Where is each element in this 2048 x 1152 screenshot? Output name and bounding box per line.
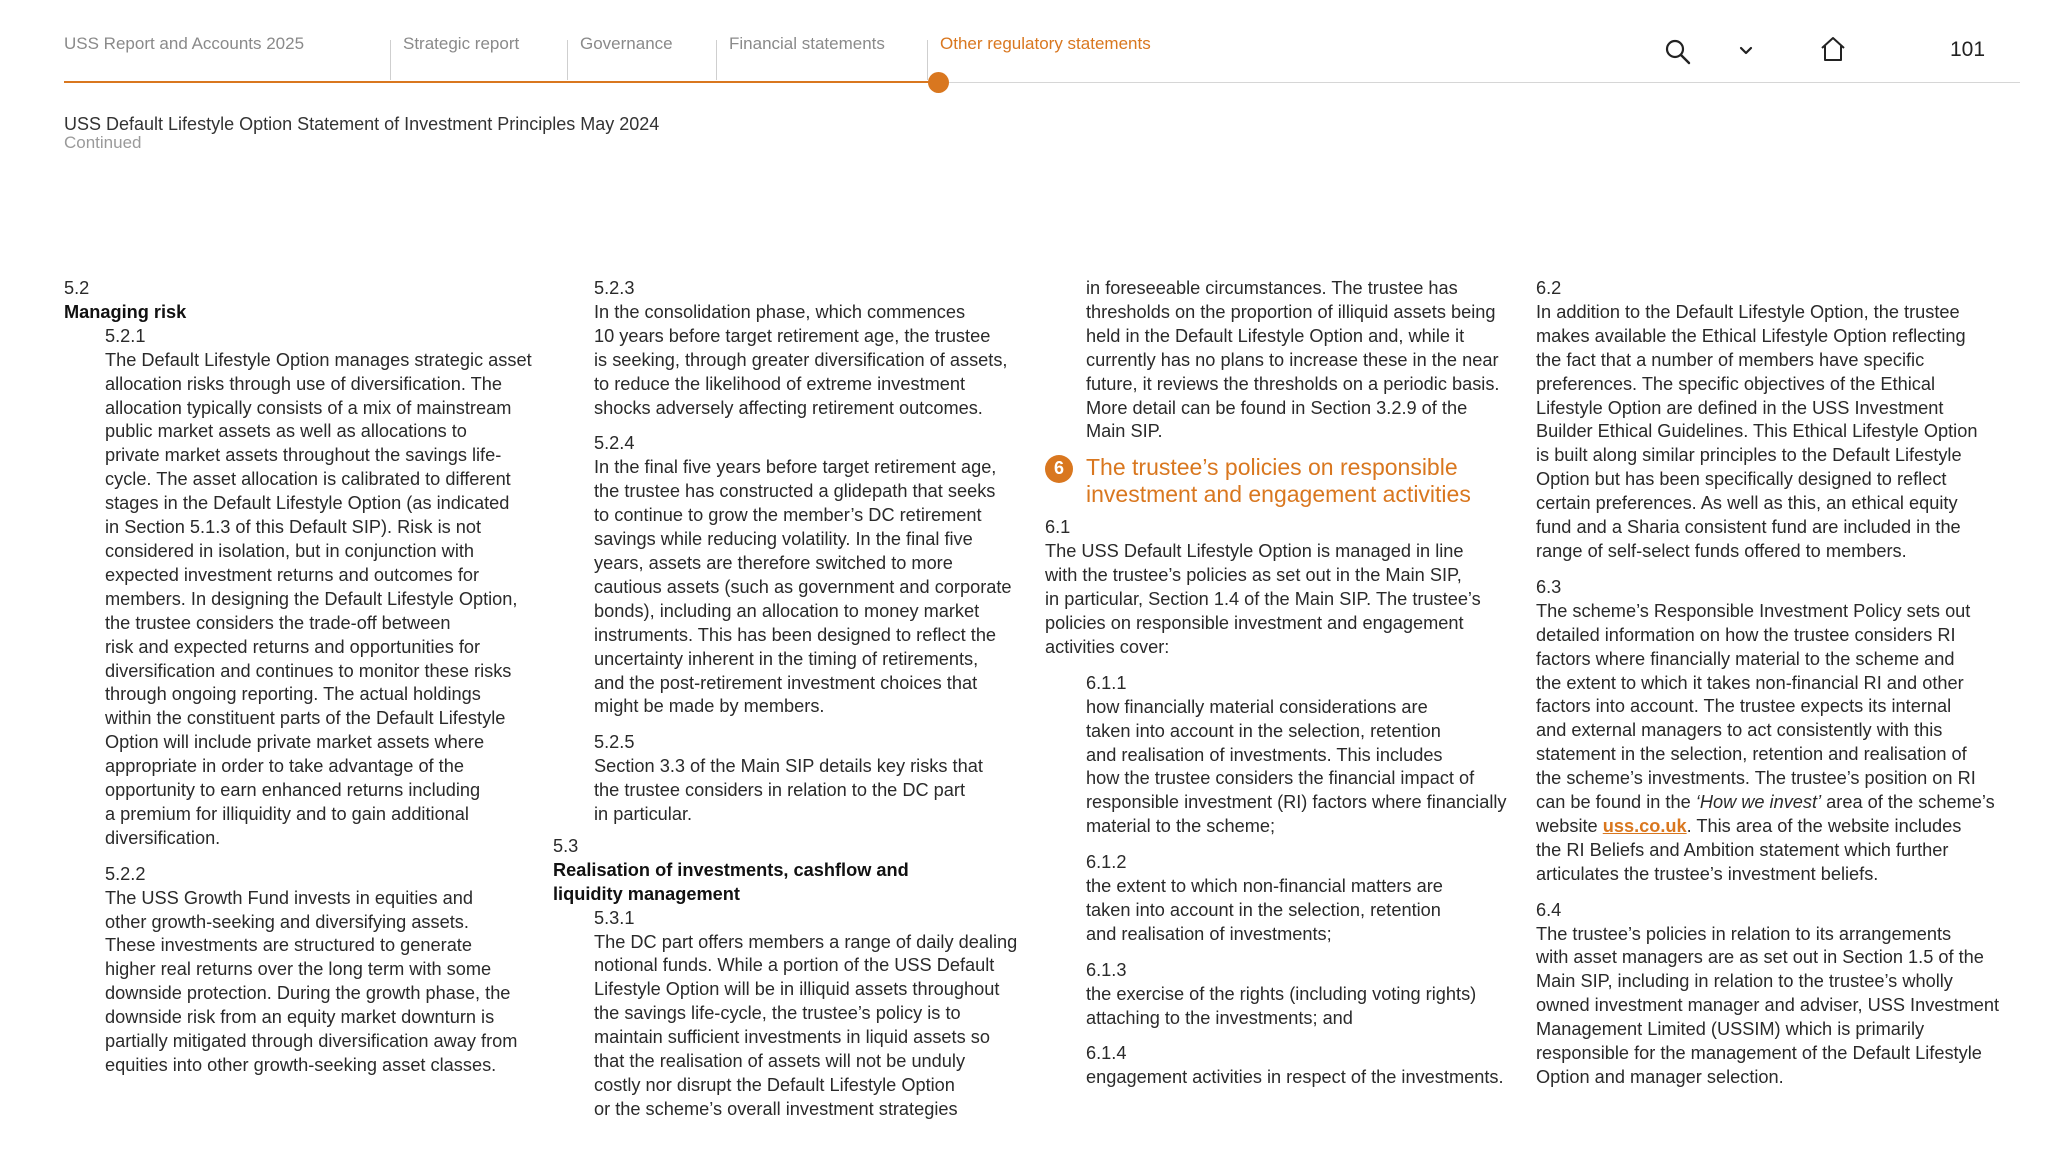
text-line: diversification. <box>105 827 221 848</box>
text-line: the trustee considers the trade-off between <box>105 612 451 633</box>
paragraph-6-3-tail <box>1536 839 2036 887</box>
column-3 <box>1045 277 1525 1090</box>
website-link[interactable]: uss.co.uk <box>1602 815 1687 836</box>
text-line: savings while reducing volatility. In the final five <box>594 529 973 550</box>
text-line <box>1536 791 2036 815</box>
subsection-number: 5.2.5 <box>594 732 635 753</box>
nav-divider <box>390 40 391 80</box>
text-line: These investments are structured to generate <box>105 935 472 956</box>
text-line: the fact that a number of members have specific <box>1536 349 1925 370</box>
text-line: downside risk from an equity market downturn is <box>105 1007 495 1028</box>
text-line: and external managers to act consistently with this <box>1536 720 1943 741</box>
text-line: attaching to the investments; and <box>1086 1007 1353 1028</box>
section-title <box>1086 454 1471 508</box>
top-navigation <box>0 0 2048 90</box>
text-line: to continue to grow the member’s DC retirement <box>594 505 982 526</box>
paragraph-6-1-1 <box>1086 696 1525 839</box>
text-line: how the trustee considers the financial impact of <box>1086 768 1475 789</box>
section-number: 6.1 <box>1045 517 1071 538</box>
paragraph-5-2-2 <box>105 887 554 1078</box>
text-line: through ongoing reporting. The actual holdings <box>105 684 481 705</box>
text-line: private market assets throughout the savings life- <box>105 445 502 466</box>
section-number: 6.4 <box>1536 899 1562 920</box>
text-line: members. In designing the Default Lifestyle Option, <box>105 588 518 609</box>
text-line: bonds), including an allocation to money market <box>594 600 980 621</box>
text-line: The USS Growth Fund invests in equities and <box>105 887 473 908</box>
subsection-number: 6.1.4 <box>1086 1043 1127 1064</box>
text-line: the scheme’s investments. The trustee’s position on RI <box>1536 768 1976 789</box>
text-line: articulates the trustee’s investment beliefs. <box>1536 863 1879 884</box>
text-line: factors into account. The trustee expects its internal <box>1536 696 1952 717</box>
text-line: activities cover: <box>1045 636 1170 657</box>
column-2 <box>553 277 1053 1122</box>
text-line: how financially material considerations are <box>1086 696 1428 717</box>
text-line: taken into account in the selection, retention <box>1086 720 1441 741</box>
text-line: costly nor disrupt the Default Lifestyle Option <box>594 1075 955 1095</box>
nav-divider <box>716 40 717 80</box>
text-line: the RI Beliefs and Ambition statement which further <box>1536 839 1949 860</box>
text-line: in particular, Section 1.4 of the Main SIP. The trustee’s <box>1045 589 1481 610</box>
text-line: preferences. The specific objectives of the Ethical <box>1536 373 1935 394</box>
text-line: the trustee has constructed a glidepath that seeks <box>594 481 996 502</box>
nav-divider <box>567 40 568 80</box>
paragraph-5-2-4 <box>594 456 1053 719</box>
text-line: policies on responsible investment and engagement <box>1045 612 1464 633</box>
text-line: Realisation of investments, cashflow and <box>553 859 909 880</box>
text-line: thresholds on the proportion of illiquid assets being <box>1086 301 1496 322</box>
text-line: might be made by members. <box>594 696 825 717</box>
text-line: higher real returns over the long term with some <box>105 959 492 980</box>
section-6-heading <box>1045 454 1525 508</box>
text-line: makes available the Ethical Lifestyle Option reflecting <box>1536 325 1966 346</box>
subsection-number: 5.3.1 <box>594 907 635 928</box>
nav-financial-statements[interactable]: Financial statements <box>729 34 885 53</box>
section-heading: Managing risk <box>64 301 187 322</box>
text-line: other growth-seeking and diversifying assets. <box>105 911 469 932</box>
text-line: within the constituent parts of the Default Lifestyle <box>105 708 506 729</box>
text-line: Management Limited (USSIM) which is primarily <box>1536 1019 1925 1040</box>
text-line: future, it reviews the thresholds on a periodic basis. <box>1086 373 1500 394</box>
text-line: or the scheme’s overall investment strategies <box>594 1098 958 1119</box>
text-line: allocation risks through use of diversification. The <box>105 373 502 394</box>
text-line: 10 years before target retirement age, the trustee <box>594 325 991 346</box>
subsection-number: 5.2.4 <box>594 433 635 454</box>
text-line: is seeking, through greater diversification of assets, <box>594 349 1008 370</box>
home-icon[interactable] <box>1819 35 1847 68</box>
text-line: opportunity to earn enhanced returns including <box>105 780 481 801</box>
text-line: notional funds. While a portion of the USS Default <box>594 955 995 976</box>
text-line: partially mitigated through diversification away from <box>105 1031 518 1052</box>
paragraph-6-1-3 <box>1086 983 1525 1031</box>
subsection-number: 5.2.3 <box>594 278 635 298</box>
text-line: In addition to the Default Lifestyle Option, the trustee <box>1536 301 1960 322</box>
paragraph-6-1-4 <box>1086 1066 1525 1090</box>
nav-progress-dot <box>928 72 949 93</box>
text-line: public market assets as well as allocations to <box>105 421 467 442</box>
text-line: years, assets are therefore switched to more <box>594 552 953 573</box>
text-line: maintain sufficient investments in liquid assets so <box>594 1027 990 1048</box>
text-line: certain preferences. As well as this, an ethical equity <box>1536 493 1958 514</box>
text-line: with the trustee’s policies as set out in the Main SIP, <box>1045 565 1462 586</box>
nav-other-regulatory-statements[interactable]: Other regulatory statements <box>940 34 1151 53</box>
section-heading <box>553 859 1053 907</box>
text-line: expected investment returns and outcomes for <box>105 564 480 585</box>
text-line: responsible for the management of the Default Lifestyle <box>1536 1043 1982 1064</box>
text-line: risk and expected returns and opportunities for <box>105 636 481 657</box>
document-subtitle: Continued <box>64 133 142 152</box>
text-line: taken into account in the selection, retention <box>1086 899 1441 920</box>
text-line: fund and a Sharia consistent fund are included in the <box>1536 517 1961 538</box>
text-line <box>1536 815 2036 839</box>
text-line: Option but has been specifically designed to reflect <box>1536 469 1947 490</box>
subsection-number: 6.1.1 <box>1086 672 1127 693</box>
text-line: stages in the Default Lifestyle Option (as indicated <box>105 493 510 514</box>
subsection-number: 5.2.2 <box>105 863 146 884</box>
subsection-number: 6.1.2 <box>1086 852 1127 873</box>
text-line: cycle. The asset allocation is calibrated to different <box>105 469 511 490</box>
italic-text: ‘How we invest’ <box>1695 792 1822 813</box>
text-line: engagement activities in respect of the investments. <box>1086 1067 1504 1088</box>
text-line: the extent to which non-financial matters are <box>1086 876 1443 897</box>
text-line: liquidity management <box>553 883 740 904</box>
text-line: In the final five years before target retirement age, <box>594 457 997 478</box>
text-line: The trustee’s policies in relation to its arrangements <box>1536 923 1952 944</box>
text-line: owned investment manager and adviser, USS Investment <box>1536 995 2000 1016</box>
text-line: range of self-select funds offered to members. <box>1536 540 1907 561</box>
text-line: The USS Default Lifestyle Option is managed in line <box>1045 541 1464 562</box>
text-line: in Section 5.1.3 of this Default SIP). Risk is not <box>105 517 482 538</box>
page-number: 101 <box>1950 38 1986 61</box>
text-line: Option will include private market assets where <box>105 732 485 753</box>
text-line: the trustee considers in relation to the DC part <box>594 780 966 801</box>
text-line: that the realisation of assets will not be unduly <box>594 1051 966 1072</box>
paragraph-6-4 <box>1536 923 2036 1090</box>
document-title: USS Default Lifestyle Option Statement of Investment Principles May 2024 <box>64 114 660 134</box>
chevron-down-icon[interactable] <box>1737 42 1755 65</box>
text-line: equities into other growth-seeking asset classes. <box>105 1055 497 1075</box>
text-line: material to the scheme; <box>1086 816 1276 837</box>
section-number: 6.2 <box>1536 278 1562 298</box>
nav-progress-line <box>64 81 939 83</box>
text-line: a premium for illiquidity and to gain additional <box>105 803 469 824</box>
text-run: website <box>1536 815 1603 836</box>
nav-strategic-report[interactable]: Strategic report <box>403 34 520 53</box>
nav-governance[interactable]: Governance <box>580 34 673 53</box>
text-run: area of the scheme’s <box>1821 792 1995 813</box>
section-number: 5.2 <box>64 278 90 298</box>
section-number: 5.3 <box>553 835 579 856</box>
column-1 <box>64 277 554 1078</box>
text-line: allocation typically consists of a mix of mainstream <box>105 397 512 418</box>
text-line: the savings life-cycle, the trustee’s policy is to <box>594 1003 961 1024</box>
text-run: . This area of the website includes <box>1686 815 1962 836</box>
text-line: Builder Ethical Guidelines. This Ethical Lifestyle Option <box>1536 421 1978 442</box>
paragraph-5-2-3 <box>594 301 1053 421</box>
text-line: Section 3.3 of the Main SIP details key risks that <box>594 756 983 777</box>
nav-report-title[interactable]: USS Report and Accounts 2025 <box>64 34 305 53</box>
text-line: and realisation of investments; <box>1086 923 1332 944</box>
text-line: in foreseeable circumstances. The trustee has <box>1086 278 1458 298</box>
text-line: Main SIP. <box>1086 421 1163 442</box>
text-line: shocks adversely affecting retirement outcomes. <box>594 397 983 418</box>
text-line: The trustee’s policies on responsible <box>1086 454 1458 481</box>
subsection-number: 5.2.1 <box>105 325 146 346</box>
text-line: in particular. <box>594 804 693 825</box>
text-run: can be found in the <box>1536 792 1696 813</box>
text-line: Option and manager selection. <box>1536 1067 1784 1087</box>
text-line: held in the Default Lifestyle Option and, while it <box>1086 325 1465 346</box>
text-line: More detail can be found in Section 3.2.9 of the <box>1086 397 1468 418</box>
text-line: Lifestyle Option are defined in the USS Investment <box>1536 397 1944 418</box>
paragraph-continued <box>1045 277 1525 444</box>
search-icon[interactable] <box>1664 38 1692 71</box>
section-number: 6.3 <box>1536 576 1562 597</box>
paragraph-5-2-1 <box>105 349 554 851</box>
paragraph-6-3 <box>1536 600 2036 791</box>
text-line: uncertainty inherent in the timing of retirements, <box>594 648 979 669</box>
text-line: is built along similar principles to the Default Lifestyle <box>1536 445 1962 466</box>
text-line: considered in isolation, but in conjunction with <box>105 540 475 561</box>
text-line: diversification and continues to monitor these risks <box>105 660 512 681</box>
text-line: The scheme’s Responsible Investment Policy sets out <box>1536 600 1971 621</box>
text-line: responsible investment (RI) factors where financially <box>1086 792 1507 813</box>
text-line: Main SIP, including in relation to the trustee’s wholly <box>1536 971 1953 992</box>
paragraph-6-1 <box>1045 540 1525 660</box>
section-badge: 6 <box>1045 455 1073 483</box>
text-line: downside protection. During the growth phase, the <box>105 983 511 1004</box>
text-line: with asset managers are as set out in Section 1.5 of the <box>1536 947 1984 968</box>
text-line: In the consolidation phase, which commences <box>594 301 966 322</box>
text-line: appropriate in order to take advantage of the <box>105 756 464 777</box>
text-line: investment and engagement activities <box>1086 481 1471 508</box>
text-line: factors where financially material to the scheme and <box>1536 648 1955 669</box>
paragraph-5-2-5 <box>594 755 1053 827</box>
text-line: and realisation of investments. This includes <box>1086 744 1443 765</box>
paragraph-6-1-2 <box>1086 875 1525 947</box>
column-4 <box>1536 277 2036 1090</box>
subsection-number: 6.1.3 <box>1086 959 1127 980</box>
text-line: the extent to which it takes non-financial RI and other <box>1536 672 1964 693</box>
text-line: Lifestyle Option will be in illiquid assets throughout <box>594 979 1000 1000</box>
nav-divider <box>927 40 928 80</box>
text-line: instruments. This has been designed to reflect the <box>594 624 997 645</box>
paragraph-6-2 <box>1536 301 2036 564</box>
text-line: The DC part offers members a range of daily dealing <box>594 931 1018 952</box>
text-line: detailed information on how the trustee considers RI <box>1536 624 1956 645</box>
text-line: the exercise of the rights (including voting rights) <box>1086 983 1477 1004</box>
text-line: and the post-retirement investment choices that <box>594 672 978 693</box>
text-line: currently has no plans to increase these in the near <box>1086 349 1499 370</box>
text-line: to reduce the likelihood of extreme investment <box>594 373 966 394</box>
text-line: The Default Lifestyle Option manages strategic asset <box>105 349 532 370</box>
text-line: statement in the selection, retention and realisation of <box>1536 744 1967 765</box>
paragraph-5-3-1 <box>594 931 1053 1122</box>
text-line: cautious assets (such as government and corporate <box>594 576 1012 597</box>
